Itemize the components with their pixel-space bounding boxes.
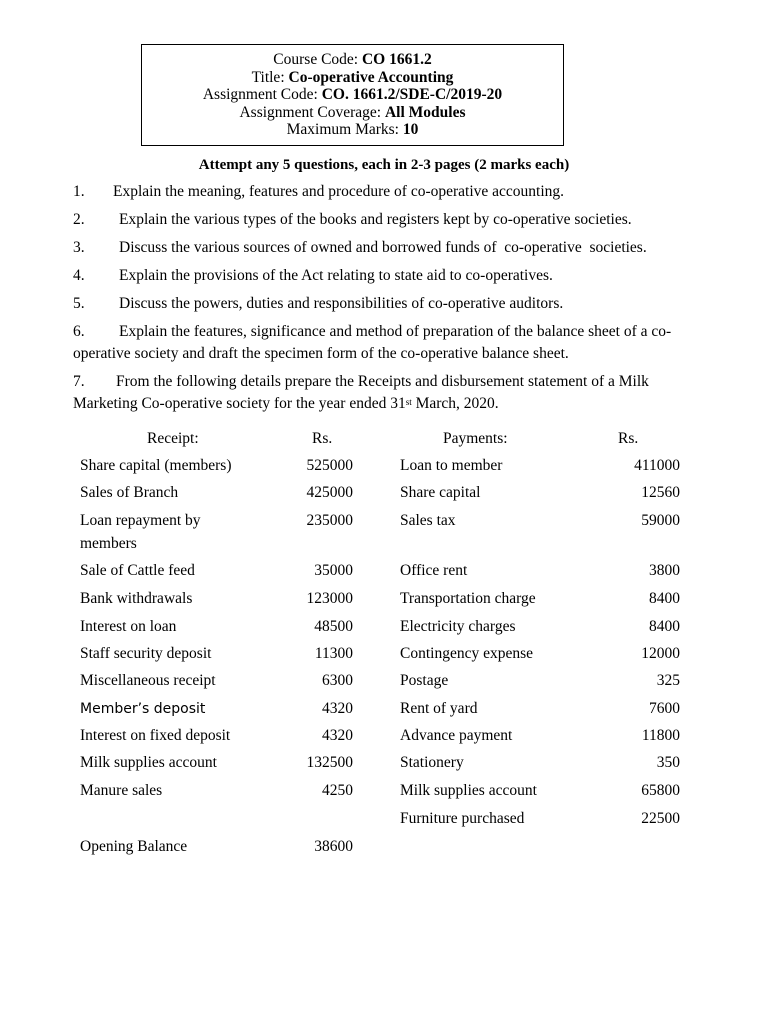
coverage: All Modules [384,103,466,121]
payment-amount: 12000 [641,645,680,662]
payment-amount: 7600 [649,700,680,717]
receipt-amount: 425000 [306,484,353,501]
receipt-amount: 6300 [322,672,353,689]
payment-amount: 11800 [641,727,680,744]
payment-amount: 8400 [649,618,680,635]
receipt-amount: 235000 [306,512,353,529]
receipt-amount: 123000 [306,590,353,607]
max-marks: 10 [402,121,419,138]
payment-amount: 22500 [641,810,680,827]
payment-label: Advance payment [400,727,513,744]
payment-header: Payments: [443,430,508,447]
payment-label: Milk supplies account [400,782,537,799]
receipt-label: Manure sales [80,782,163,799]
receipt-label: Miscellaneous receipt [80,672,216,689]
payment-label: Sales tax [400,512,456,529]
receipt-label: Sales of Branch [80,484,179,501]
receipt-amount: 4320 [322,700,353,717]
payment-amount: 350 [656,754,680,771]
payment-label: Contingency expense [400,645,534,662]
receipt-amount: 4320 [322,727,353,744]
marks-line: Maximum Marks: 10 [286,121,419,138]
receipt-amount-header: Rs. [312,430,333,447]
payment-label: Postage [400,672,449,689]
payment-amount: 411000 [634,457,680,474]
receipt-label-continued: members [80,535,137,552]
receipt-label: Bank withdrawals [80,590,193,607]
payment-amount: 3800 [649,562,680,579]
payment-amount: 59000 [641,512,680,529]
receipt-label: Share capital (members) [80,457,232,474]
payment-label: Rent of yard [400,700,478,717]
payment-amount: 8400 [649,590,680,607]
payment-amount: 325 [656,672,680,689]
payment-label: Electricity charges [400,618,516,635]
payment-amount: 65800 [641,782,680,799]
receipt-label: Interest on loan [80,618,177,635]
receipt-label: Sale of Cattle feed [80,562,195,579]
receipt-label: Interest on fixed deposit [80,727,231,744]
receipt-label: Loan repayment by [80,512,201,529]
payment-label: Transportation charge [400,590,536,607]
assignment-header-box [141,44,564,146]
question-7: 7. From the following details prepare the Receipts and disbursement statement of a Milk Marketing Co-operative society for the year ended 31st March, 2020. [73,373,649,412]
receipt-amount: 11300 [314,645,353,662]
receipt-label: Milk supplies account [80,754,217,771]
coverage-line: Assignment Coverage: All Modules [239,103,466,121]
payment-amount: 12560 [641,484,680,501]
receipt-amount: 4250 [322,782,353,799]
receipt-amount: 48500 [314,618,353,635]
course-code-line: Course Code: CO 1661.2 [273,51,432,68]
question-5: 5. Discuss the powers, duties and responsibilities of co-operative auditors. [73,295,564,312]
question-1: 1. Explain the meaning, features and procedure of co-operative accounting. [73,183,565,200]
receipt-amount: 132500 [306,754,353,771]
payment-label: Share capital [400,484,481,501]
assignment-code-line: Assignment Code: CO. 1661.2/SDE-C/2019-20 [202,86,503,103]
opening-balance-label: Opening Balance [80,838,188,855]
course-code: CO 1661.2 [361,51,432,68]
payment-label: Office rent [400,562,468,579]
question-4: 4. Explain the provisions of the Act relating to state aid to co-operatives. [73,267,553,284]
receipt-label: Member’s deposit [80,701,206,717]
receipt-amount: 35000 [314,562,353,579]
course-title: Co-operative Accounting [288,68,454,86]
question-3: 3. Discuss the various sources of owned and borrowed funds of co-operative societies. [73,239,647,256]
instruction: Attempt any 5 questions, each in 2-3 pages (2 marks each) [198,157,570,173]
payment-label: Stationery [400,754,464,771]
payment-amount-header: Rs. [618,430,639,447]
payment-label: Loan to member [400,457,503,474]
assignment-code: CO. 1661.2/SDE-C/2019-20 [321,86,503,103]
question-2: 2. Explain the various types of the books and registers kept by co-operative societies. [73,211,632,228]
receipt-amount: 525000 [306,457,353,474]
opening-balance-amount: 38600 [314,838,353,855]
receipt-header: Receipt: [147,430,199,447]
payment-label: Furniture purchased [400,810,525,827]
receipt-label: Staff security deposit [80,645,212,662]
question-6: 6. Explain the features, significance and method of preparation of the balance sheet of a co-operative society and draft the specimen form of the co-operative balance sheet. [73,323,672,362]
title-line: Title: Co-operative Accounting [251,68,454,86]
